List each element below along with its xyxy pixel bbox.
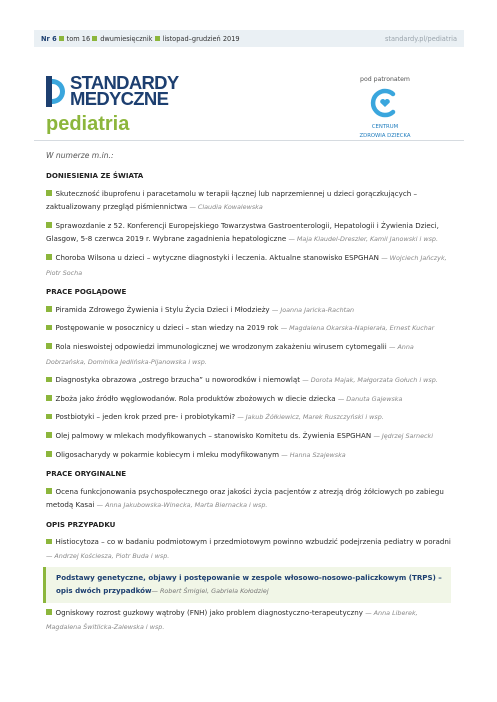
- issue-period: listopad–grudzień 2019: [162, 34, 240, 43]
- bullet-square-icon: [46, 306, 52, 312]
- toc-item[interactable]: [46, 321, 451, 336]
- toc-item[interactable]: [46, 303, 451, 318]
- article-title: Rola nieswoistej odpowiedzi immunologicznej we wrodzonym zakażeniu wirusem cytomegalii: [55, 341, 387, 351]
- czd-logo-icon: [369, 88, 401, 118]
- bullet-square-icon: [92, 36, 97, 41]
- patron-name-2: ZDROWIA DZIECKA: [359, 133, 411, 139]
- toc-item[interactable]: [46, 392, 451, 407]
- toc-item[interactable]: [46, 429, 451, 444]
- bullet-square-icon: [46, 325, 52, 331]
- article-authors: — Joanna Jaricka-Rachtan: [271, 305, 355, 314]
- logo-line-1: STANDARDY: [70, 72, 179, 93]
- bullet-square-icon: [46, 222, 52, 228]
- article-title: Postbiotyki – jeden krok przed pre- i probiotykami?: [55, 412, 236, 422]
- article-title: Diagnostyka obrazowa „ostrego brzucha” u noworodków i niemowląt: [55, 375, 301, 385]
- volume: tom 16: [66, 34, 91, 43]
- article-authors: — Maja Klaudel-Dreszler, Kamil Janowski i wsp.: [288, 235, 438, 244]
- article-authors: — Claudia Kowalewska: [189, 203, 263, 212]
- article-authors: — Hanna Szajewska: [281, 450, 346, 459]
- patronage: [350, 76, 420, 140]
- toc-item[interactable]: [46, 535, 451, 563]
- article-title: Zboża jako źródło węglowodanów. Rola produktów zbożowych w diecie dziecka: [55, 393, 336, 403]
- bullet-square-icon: [46, 488, 52, 494]
- logo-s-icon: [46, 76, 66, 107]
- article-title: Olej palmowy w mlekach modyfikowanych – stanowisko Komitetu ds. Żywienia ESPGHAN: [55, 430, 372, 440]
- divider: [34, 140, 464, 141]
- article-authors: — Anna Liberek, Magdalena Świtlicka-Zalewska i wsp.: [46, 608, 418, 632]
- section-title: PRACE ORYGINALNE: [46, 469, 127, 479]
- article-authors: — Dorota Majak, Małgorzata Gołuch i wsp.: [302, 376, 438, 385]
- article-authors: — Jakub Żółkiewicz, Marek Ruszczyński i wsp.: [237, 413, 384, 422]
- toc-item[interactable]: [46, 251, 451, 280]
- bullet-square-icon: [46, 377, 52, 383]
- toc-item[interactable]: [46, 448, 451, 463]
- article-authors: — Andrzej Kościesza, Piotr Buda i wsp.: [46, 552, 170, 561]
- section-title: DONIESIENIA ZE ŚWIATA: [46, 171, 144, 180]
- article-authors: — Jędrzej Sarnecki: [373, 431, 434, 440]
- toc-item[interactable]: [46, 340, 451, 369]
- patron-name-1: CENTRUM: [371, 124, 399, 130]
- section-title: PRACE POGLĄDOWE: [46, 287, 127, 297]
- article-authors: — Anna Jakubowska-Winecka, Marta Biernacka i wsp.: [96, 501, 268, 510]
- article-authors: — Magdalena Okarska-Napierała, Ernest Kuchar: [280, 324, 435, 333]
- bullet-square-icon: [46, 414, 52, 420]
- toc-item[interactable]: [46, 410, 451, 425]
- bullet-square-icon: [155, 36, 160, 41]
- bullet-square-icon: [46, 343, 52, 349]
- publisher-logo: [46, 74, 178, 108]
- toc-item[interactable]: [46, 219, 451, 247]
- bullet-square-icon: [46, 395, 52, 401]
- featured-article[interactable]: [43, 567, 451, 603]
- toc-item[interactable]: [46, 485, 451, 513]
- toc-item[interactable]: [46, 373, 451, 388]
- bullet-square-icon: [46, 451, 52, 457]
- bullet-square-icon: [46, 609, 52, 615]
- article-authors: — Wojciech Jańczyk, Piotr Socha: [46, 253, 447, 277]
- featured-article-authors: — Robert Śmigiel, Gabriela Kołodziej: [151, 587, 269, 596]
- article-authors: — Danuta Gajewska: [337, 394, 403, 403]
- bullet-square-icon: [59, 36, 64, 41]
- bullet-square-icon: [46, 539, 52, 545]
- website-link[interactable]: standardy.pl/pediatria: [384, 34, 457, 43]
- featured-article-title: Podstawy genetyczne, objawy i postępowanie w zespole włosowo-nosowo-paliczkowym (TRPS) – opis dwóch przypadków: [56, 572, 442, 596]
- article-title: Choroba Wilsona u dzieci – wytyczne diagnostyki i leczenia. Aktualne stanowisko ESPGHAN: [55, 252, 379, 262]
- article-title: Skuteczność ibuprofenu i paracetamolu w terapii łącznej lub naprzemiennej u dzieci gorączkujących – zaktualizowany przegląd piśmiennictwa: [46, 188, 418, 212]
- intro-text: W numerze m.in.:: [46, 151, 114, 160]
- issue-number: Nr 6: [41, 34, 57, 43]
- article-title: Histiocytoza – co w badaniu podmiotowym i przedmiotowym powinno wzbudzić podejrzenia pediatry w poradni: [55, 537, 451, 547]
- logo-line-2: MEDYCZNE: [70, 88, 169, 109]
- article-title: Postępowanie w posocznicy u dzieci – stan wiedzy na 2019 rok: [55, 323, 279, 333]
- journal-title: pediatria: [46, 113, 130, 135]
- article-title: Ocena funkcjonowania psychospołecznego oraz jakości życia pacjentów z atrezją dróg żółciowych po zabiegu metodą Kasai: [46, 486, 444, 510]
- patronage-label: pod patronatem: [360, 76, 410, 83]
- article-authors: — Anna Dobrzańska, Dominika Jedlińska-Pijanowska i wsp.: [46, 342, 414, 366]
- frequency: dwumiesięcznik: [100, 34, 153, 43]
- section-title: OPIS PRZYPADKU: [46, 519, 116, 529]
- table-of-contents: [46, 168, 451, 635]
- toc-item[interactable]: [46, 606, 451, 635]
- article-title: Oligosacharydy w pokarmie kobiecym i mleku modyfikowanym: [55, 449, 280, 459]
- bullet-square-icon: [46, 432, 52, 438]
- article-title: Ogniskowy rozrost guzkowy wątroby (FNH) jako problem diagnostyczno-terapeutyczny: [55, 607, 363, 617]
- toc-item[interactable]: [46, 187, 451, 215]
- bullet-square-icon: [46, 190, 52, 196]
- bullet-square-icon: [46, 254, 52, 260]
- article-title: Sprawozdanie z 52. Konferencji Europejskiego Towarzystwa Gastroenterologii, Hepatologii i Żywienia Dzieci, Glasgow, 5-8 czerwca 2019 r. Wybrane zagadnienia hepatologiczne: [46, 220, 439, 244]
- issue-bar: [34, 30, 464, 47]
- article-title: Piramida Zdrowego Żywienia i Stylu Życia Dzieci i Młodzieży: [55, 304, 270, 314]
